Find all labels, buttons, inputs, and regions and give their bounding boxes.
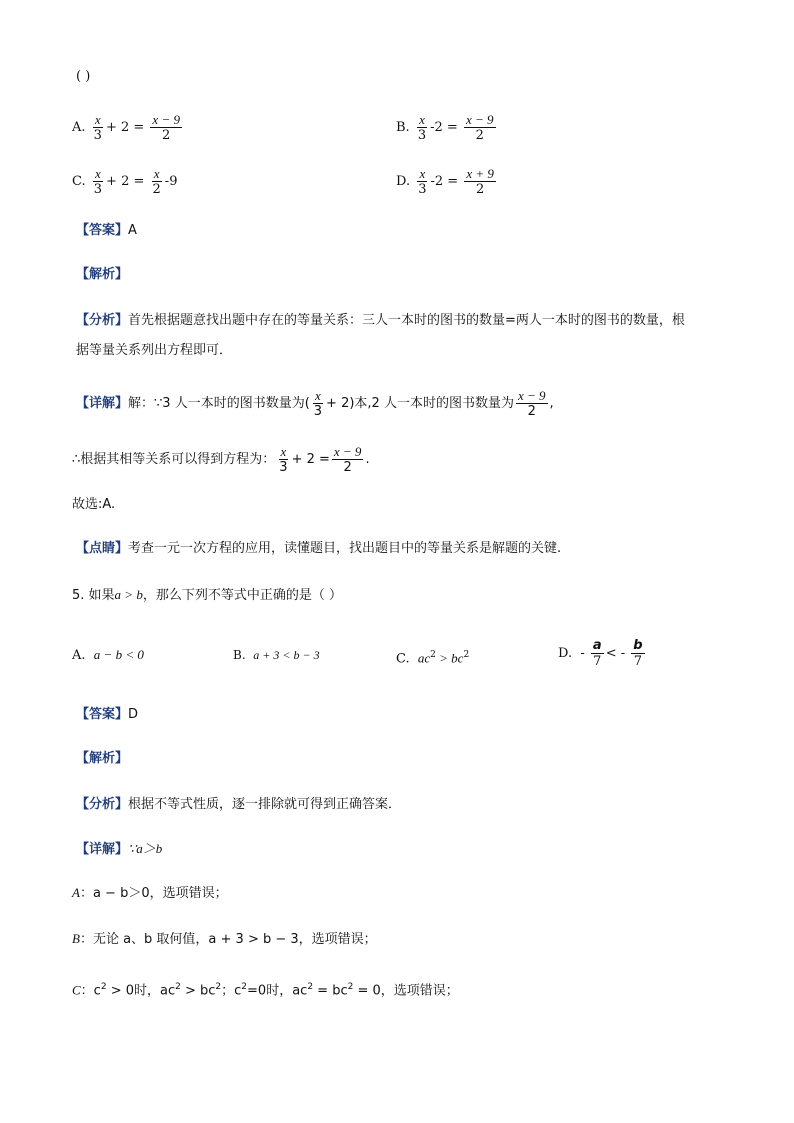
answer-line: [76, 222, 137, 240]
fraction: [591, 638, 604, 669]
analysis-label: 【解析】: [76, 267, 129, 282]
choose-line: 故选:A.: [72, 497, 116, 512]
superscript: 2: [347, 982, 354, 992]
q5-stem: [72, 586, 342, 605]
fraction: [92, 166, 104, 197]
item-label: A: [72, 885, 80, 900]
fenxi-line-2: 据等量关系列出方程即可．: [76, 343, 233, 358]
denominator: 7: [633, 654, 643, 669]
numerator: x: [94, 112, 101, 127]
detail-text: + 2)本,2 人一本时的图书数量为: [326, 396, 514, 411]
question-paren: ( ): [76, 69, 91, 84]
q5-line-c: [72, 978, 459, 1000]
therefore-text: ∴根据其相等关系可以得到方程为：: [72, 452, 276, 467]
denominator: 3: [93, 128, 102, 143]
q5-detail-line: [76, 840, 162, 859]
denominator: 2: [152, 182, 161, 197]
item-text: ；c: [221, 983, 242, 999]
option-letter: A.: [72, 120, 86, 135]
analysis-heading: [76, 266, 128, 284]
item-label: C: [72, 982, 81, 998]
operator: + 2 =: [105, 120, 145, 135]
fraction: [464, 112, 496, 143]
fenxi-label: 【分析】: [76, 313, 129, 328]
numerator: x: [280, 444, 287, 459]
dianjing-line: [76, 540, 561, 558]
denominator: 2: [343, 460, 352, 475]
denominator: 2: [475, 128, 484, 143]
detail-label: 【详解】: [76, 396, 129, 411]
stem-text: 5. 如果: [72, 588, 115, 603]
detail-text: ,: [549, 396, 554, 411]
stem-condition: a > b: [114, 587, 143, 602]
therefore-line: [72, 444, 370, 475]
operator: -2 =: [430, 174, 459, 189]
item-text: > 0时，ac: [106, 983, 176, 999]
operator: -: [580, 646, 585, 661]
option-letter: C.: [396, 651, 410, 667]
denominator: 3: [279, 460, 288, 475]
option-letter: B.: [233, 648, 246, 662]
option-a: [72, 112, 184, 143]
denominator: 3: [417, 128, 427, 143]
numerator: x: [419, 166, 426, 181]
fraction: [516, 388, 548, 419]
operator: -9: [164, 174, 178, 189]
fraction: [332, 444, 364, 475]
q5-option-c: [396, 646, 469, 668]
option-expression: > bc: [435, 650, 464, 666]
fraction: [416, 112, 428, 143]
operator: + 2 =: [291, 452, 330, 467]
detail-label: 【详解】: [76, 842, 129, 857]
q5-fenxi-line: [76, 796, 401, 814]
answer-label: 【答案】: [76, 707, 129, 722]
numerator: a: [592, 638, 602, 653]
operator: + 2 =: [106, 174, 145, 189]
fraction: [277, 444, 289, 475]
q5-answer-line: [76, 706, 138, 724]
answer-label: 【答案】: [76, 223, 129, 238]
denominator: 3: [313, 404, 323, 419]
numerator: b: [633, 638, 643, 653]
superscript: 2: [215, 982, 222, 992]
item-text: =0时，ac: [247, 983, 308, 999]
q5-line-a: [72, 884, 228, 903]
fraction: [416, 166, 428, 197]
numerator: x − 9: [517, 388, 546, 403]
fenxi-label: 【分析】: [76, 797, 129, 812]
item-text: > bc: [180, 983, 216, 999]
denominator: 3: [93, 182, 103, 197]
item-text: ：a − b＞0，选项错误；: [79, 886, 228, 901]
detail-line: [76, 388, 554, 419]
fraction: [151, 166, 163, 197]
denominator: 2: [162, 128, 171, 143]
q5-option-b: [233, 646, 320, 664]
fraction: [464, 166, 496, 197]
superscript: 2: [307, 982, 314, 992]
item-text: = 0，选项错误；: [353, 983, 459, 999]
option-expression: ac: [417, 650, 431, 666]
answer-value: D: [128, 707, 139, 722]
option-expression: a − b < 0: [93, 647, 144, 662]
detail-text: ∵a＞b: [128, 841, 163, 856]
denominator: 2: [527, 404, 536, 419]
option-c: [72, 166, 177, 197]
item-text: ：无论 a、b 取何值，a + 3 > b − 3，选项错误；: [79, 932, 377, 947]
fraction: [312, 388, 324, 419]
superscript: 2: [430, 650, 436, 660]
superscript: 2: [175, 982, 181, 992]
option-letter: C.: [72, 174, 86, 189]
q5-analysis-heading: [76, 750, 128, 768]
numerator: x: [315, 388, 321, 403]
numerator: x: [419, 112, 425, 127]
option-d: [396, 166, 498, 197]
numerator: x − 9: [333, 444, 362, 459]
q5-line-b: [72, 930, 377, 949]
therefore-text: .: [365, 452, 370, 467]
fenxi-text: 首先根据题意找出题中存在的等量关系：三人一本时的图书的数量=两人一本时的图书的数量，根: [128, 313, 685, 328]
option-letter: D.: [558, 646, 573, 661]
answer-value: A: [128, 223, 137, 238]
detail-text: 解：∵3 人一本时的图书数量为(: [128, 396, 310, 411]
fenxi-text: 根据不等式性质，逐一排除就可得到正确答案．: [128, 797, 402, 812]
denominator: 3: [418, 182, 427, 197]
operator: < -: [605, 646, 626, 661]
item-text: ：c: [80, 983, 101, 999]
option-letter: B.: [396, 120, 410, 135]
q5-option-d: [558, 638, 647, 669]
numerator: x + 9: [466, 166, 494, 181]
operator: -2 =: [430, 120, 458, 135]
item-label: B: [72, 931, 80, 946]
numerator: x − 9: [465, 112, 494, 127]
fraction: [150, 112, 182, 143]
superscript: 2: [463, 650, 470, 660]
fenxi-line-1: [76, 312, 685, 330]
numerator: x − 9: [152, 112, 180, 127]
superscript: 2: [100, 982, 107, 992]
denominator: 2: [475, 182, 485, 197]
q5-option-a: [72, 646, 144, 665]
numerator: x: [153, 166, 160, 181]
analysis-label: 【解析】: [76, 751, 129, 766]
fraction: [631, 638, 644, 669]
numerator: x: [95, 166, 101, 181]
item-text: = bc: [313, 983, 348, 999]
superscript: 2: [241, 982, 248, 992]
dianjing-text: 考查一元一次方程的应用，读懂题目，找出题目中的等量关系是解题的关键.: [128, 541, 562, 556]
option-letter: A.: [72, 648, 86, 663]
option-letter: D.: [396, 174, 411, 189]
dianjing-label: 【点睛】: [76, 541, 129, 556]
fraction: [92, 112, 104, 143]
denominator: 7: [593, 654, 602, 669]
option-expression: a + 3 < b − 3: [253, 648, 320, 662]
option-b: [396, 112, 498, 143]
stem-text: ，那么下列不等式中正确的是（ ）: [142, 588, 342, 603]
